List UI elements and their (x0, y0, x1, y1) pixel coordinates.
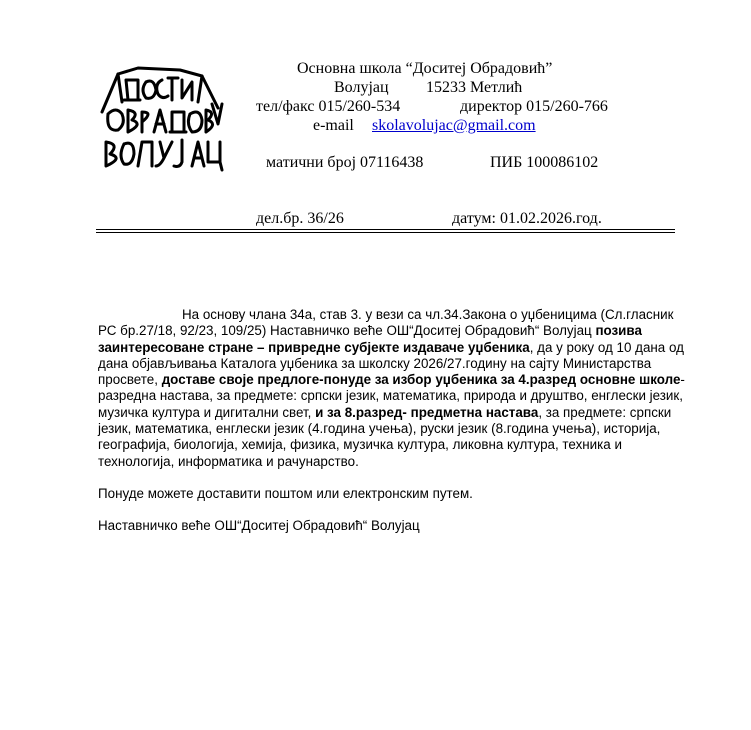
school-town: Волујац (334, 79, 389, 96)
paragraph-signature: Наставничко веће ОШ“Доситеј Обрадовић“ Волујац (98, 518, 420, 534)
school-name: Основна школа “Доситеј Обрадовић” (297, 60, 553, 77)
school-logo (98, 62, 224, 172)
tax-id: ПИБ 100086102 (490, 154, 599, 171)
school-director: директор 015/260-766 (460, 98, 608, 115)
letter-body (98, 307, 688, 535)
registry-number: матични број 07116438 (266, 154, 424, 171)
email-label: e-mail (313, 117, 354, 134)
paragraph-invitation: На основу члана 34а, став 3. у вези са чл.34.Закона о уџбеницима (Сл.гласник РС бр.27/18, 92/23, 109/25) Наставничко веће ОШ“Доситеј Обрадовић“ Волујац позива заинтересоване стране – привредне субјекте издаваче уџбеника, да у року од 10 дана од дана објављивања Каталога уџбеника за школску 2026/27.годину на сајту Министарства просвете, доставе своје предлоге-понуде за избор уџбеника за 4.разред основне школе- разредна настава, за предмете: српски језик, математика, природа и друштво, енглески језик, музичка култура и дигитални свет, и за 8.разред- предметна настава, за предмете: српски језик, математика, енглески језик (4.година учења), руски језик (8.година учења), историја, географија, биологија, хемија, физика, музичка култура, ликовна култура, техника и технологија, информатика и рачунарство. (98, 307, 685, 469)
paragraph-delivery: Понуде можете доставити поштом или електронским путем. (98, 485, 473, 501)
school-postal: 15233 Метлић (426, 79, 523, 96)
school-phone: тел/факс 015/260-534 (256, 98, 401, 115)
document-date: датум: 01.02.2026.год. (452, 210, 602, 227)
reference-number: дел.бр. 36/26 (256, 210, 344, 227)
email-link[interactable]: skolavolujac@gmail.com (372, 117, 536, 134)
email-wrap (372, 116, 536, 135)
header-rule-bottom (96, 232, 675, 233)
header-rule-top (96, 229, 675, 230)
